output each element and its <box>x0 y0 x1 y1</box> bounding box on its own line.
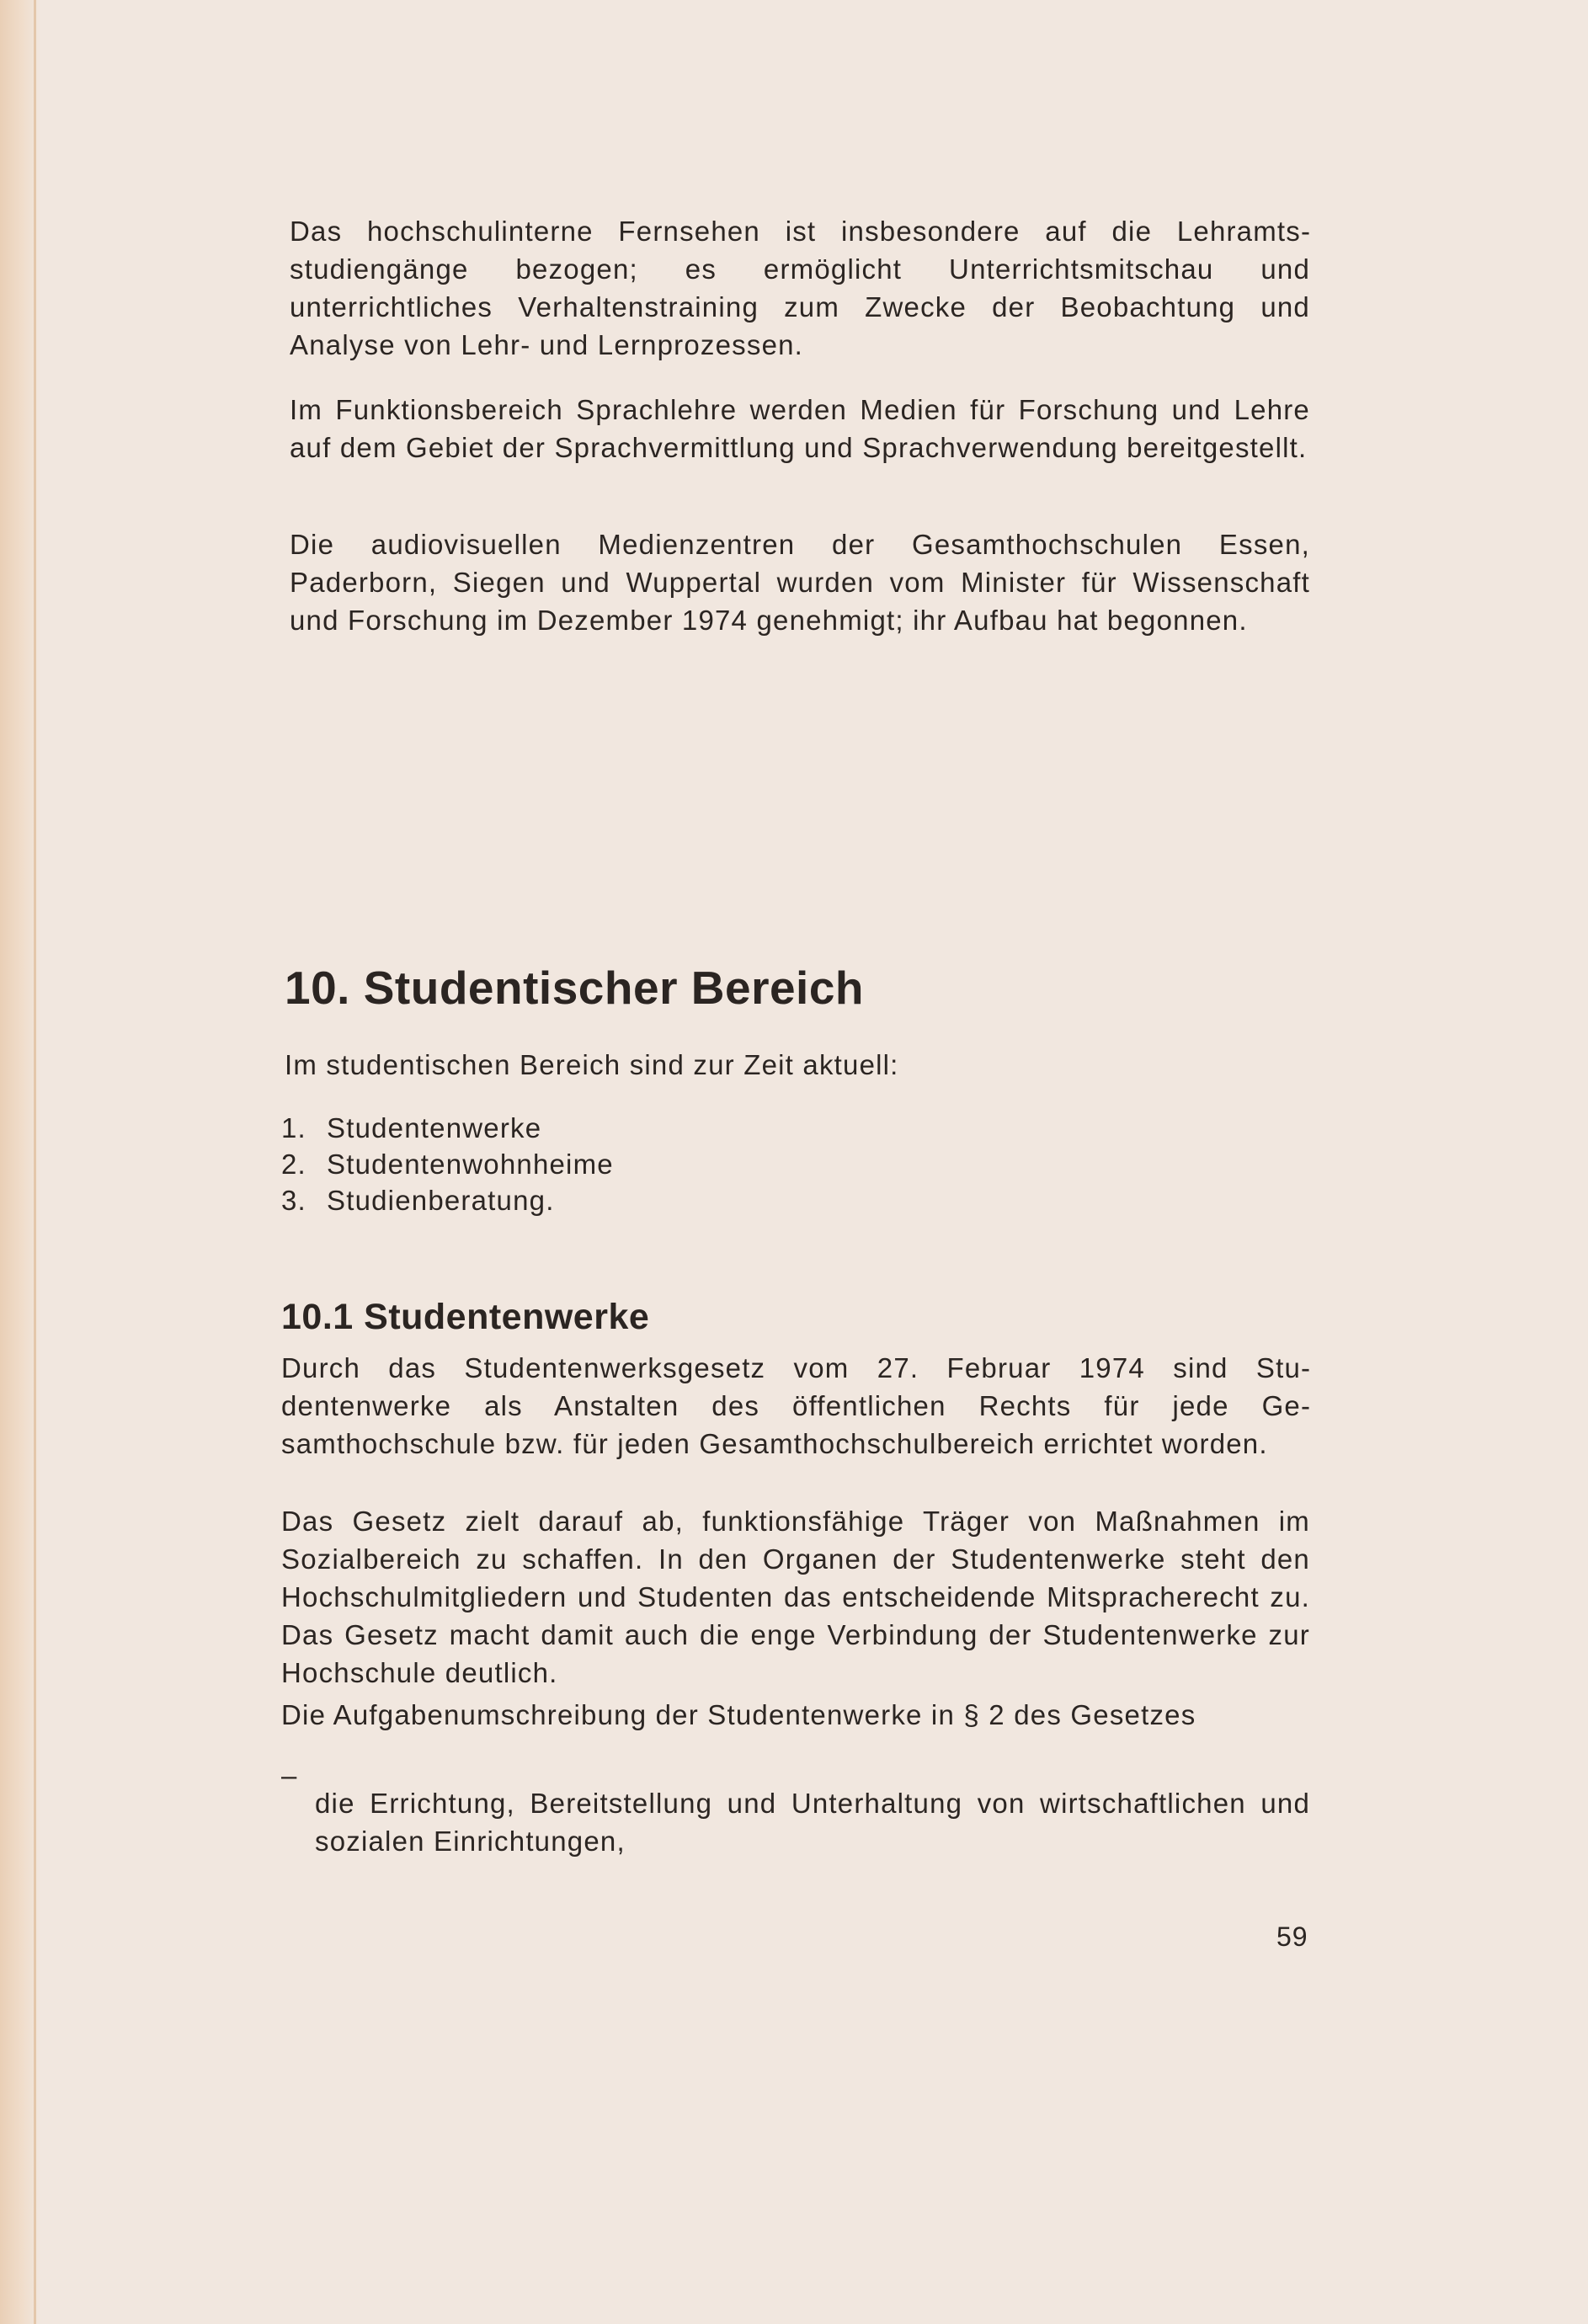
list-item-number: 2. <box>281 1149 306 1180</box>
paragraph-studentenwerksgesetz: Durch das Studentenwerksgesetz vom 27. Februar 1974 sind Studentenwerke als Anstalten des öffentlichen Rechts für jede Gesamthochschule bzw. für jeden Gesamthochschulbereich errichtet worden. <box>281 1352 1310 1459</box>
list-item-text: Studentenwerke <box>327 1112 542 1143</box>
list-item <box>281 1146 614 1182</box>
list-item-number: 3. <box>281 1185 306 1216</box>
bullet-dash: – <box>281 1760 297 1791</box>
section-heading: 10. Studentischer Bereich <box>285 962 865 1014</box>
bullet-item <box>281 1756 1310 1888</box>
list-item <box>281 1182 614 1218</box>
numbered-list <box>281 1110 614 1218</box>
list-item-number: 1. <box>281 1112 306 1143</box>
subsection-heading: 10.1 Studentenwerke <box>281 1297 650 1337</box>
list-item-text: Studienberatung. <box>327 1185 555 1216</box>
page-binding-line <box>34 0 36 2324</box>
paragraph-television: Das hochschulinterne Fernsehen ist insbesondere auf die Lehramtsstudiengänge bezogen; es ermöglicht Unterrichtsmitschau und unterrichtliches Verhaltenstraining zum Zwecke der Beobachtung und Analyse von Lehr- und Lernprozessen. <box>290 216 1310 360</box>
section-intro: Im studentischen Bereich sind zur Zeit aktuell: <box>285 1049 899 1080</box>
list-item-text: Studentenwohnheime <box>327 1149 614 1180</box>
page-number: 59 <box>1276 1922 1308 1952</box>
bullet-text: die Errichtung, Bereitstellung und Unterhaltung von wirtschaftlichen und sozialen Einrichtungen, <box>315 1788 1310 1857</box>
paragraph-aufgabenumschreibung: Die Aufgabenumschreibung der Studentenwerke in § 2 des Gesetzes <box>281 1699 1196 1730</box>
list-item <box>281 1110 614 1146</box>
paragraph-media-centers: Die audiovisuellen Medienzentren der Gesamthochschulen Essen, Paderborn, Siegen und Wuppertal wurden vom Minister für Wissenschaft und Forschung im Dezember 1974 genehmigt; ihr Aufbau hat begonnen. <box>290 529 1310 636</box>
paragraph-language-teaching: Im Funktionsbereich Sprachlehre werden Medien für Forschung und Lehre auf dem Gebiet der Sprachvermittlung und Sprachverwendung bereitgestellt. <box>290 394 1310 463</box>
paragraph-gesetz-ziel: Das Gesetz zielt darauf ab, funktionsfähige Träger von Maßnahmen im Sozialbereich zu schaffen. In den Organen der Studentenwerke steht den Hochschulmitgliedern und Studenten das entscheidende Mitspracherecht zu. Das Gesetz macht damit auch die enge Verbindung der Studentenwerke zur Hochschule deutlich. <box>281 1506 1310 1688</box>
